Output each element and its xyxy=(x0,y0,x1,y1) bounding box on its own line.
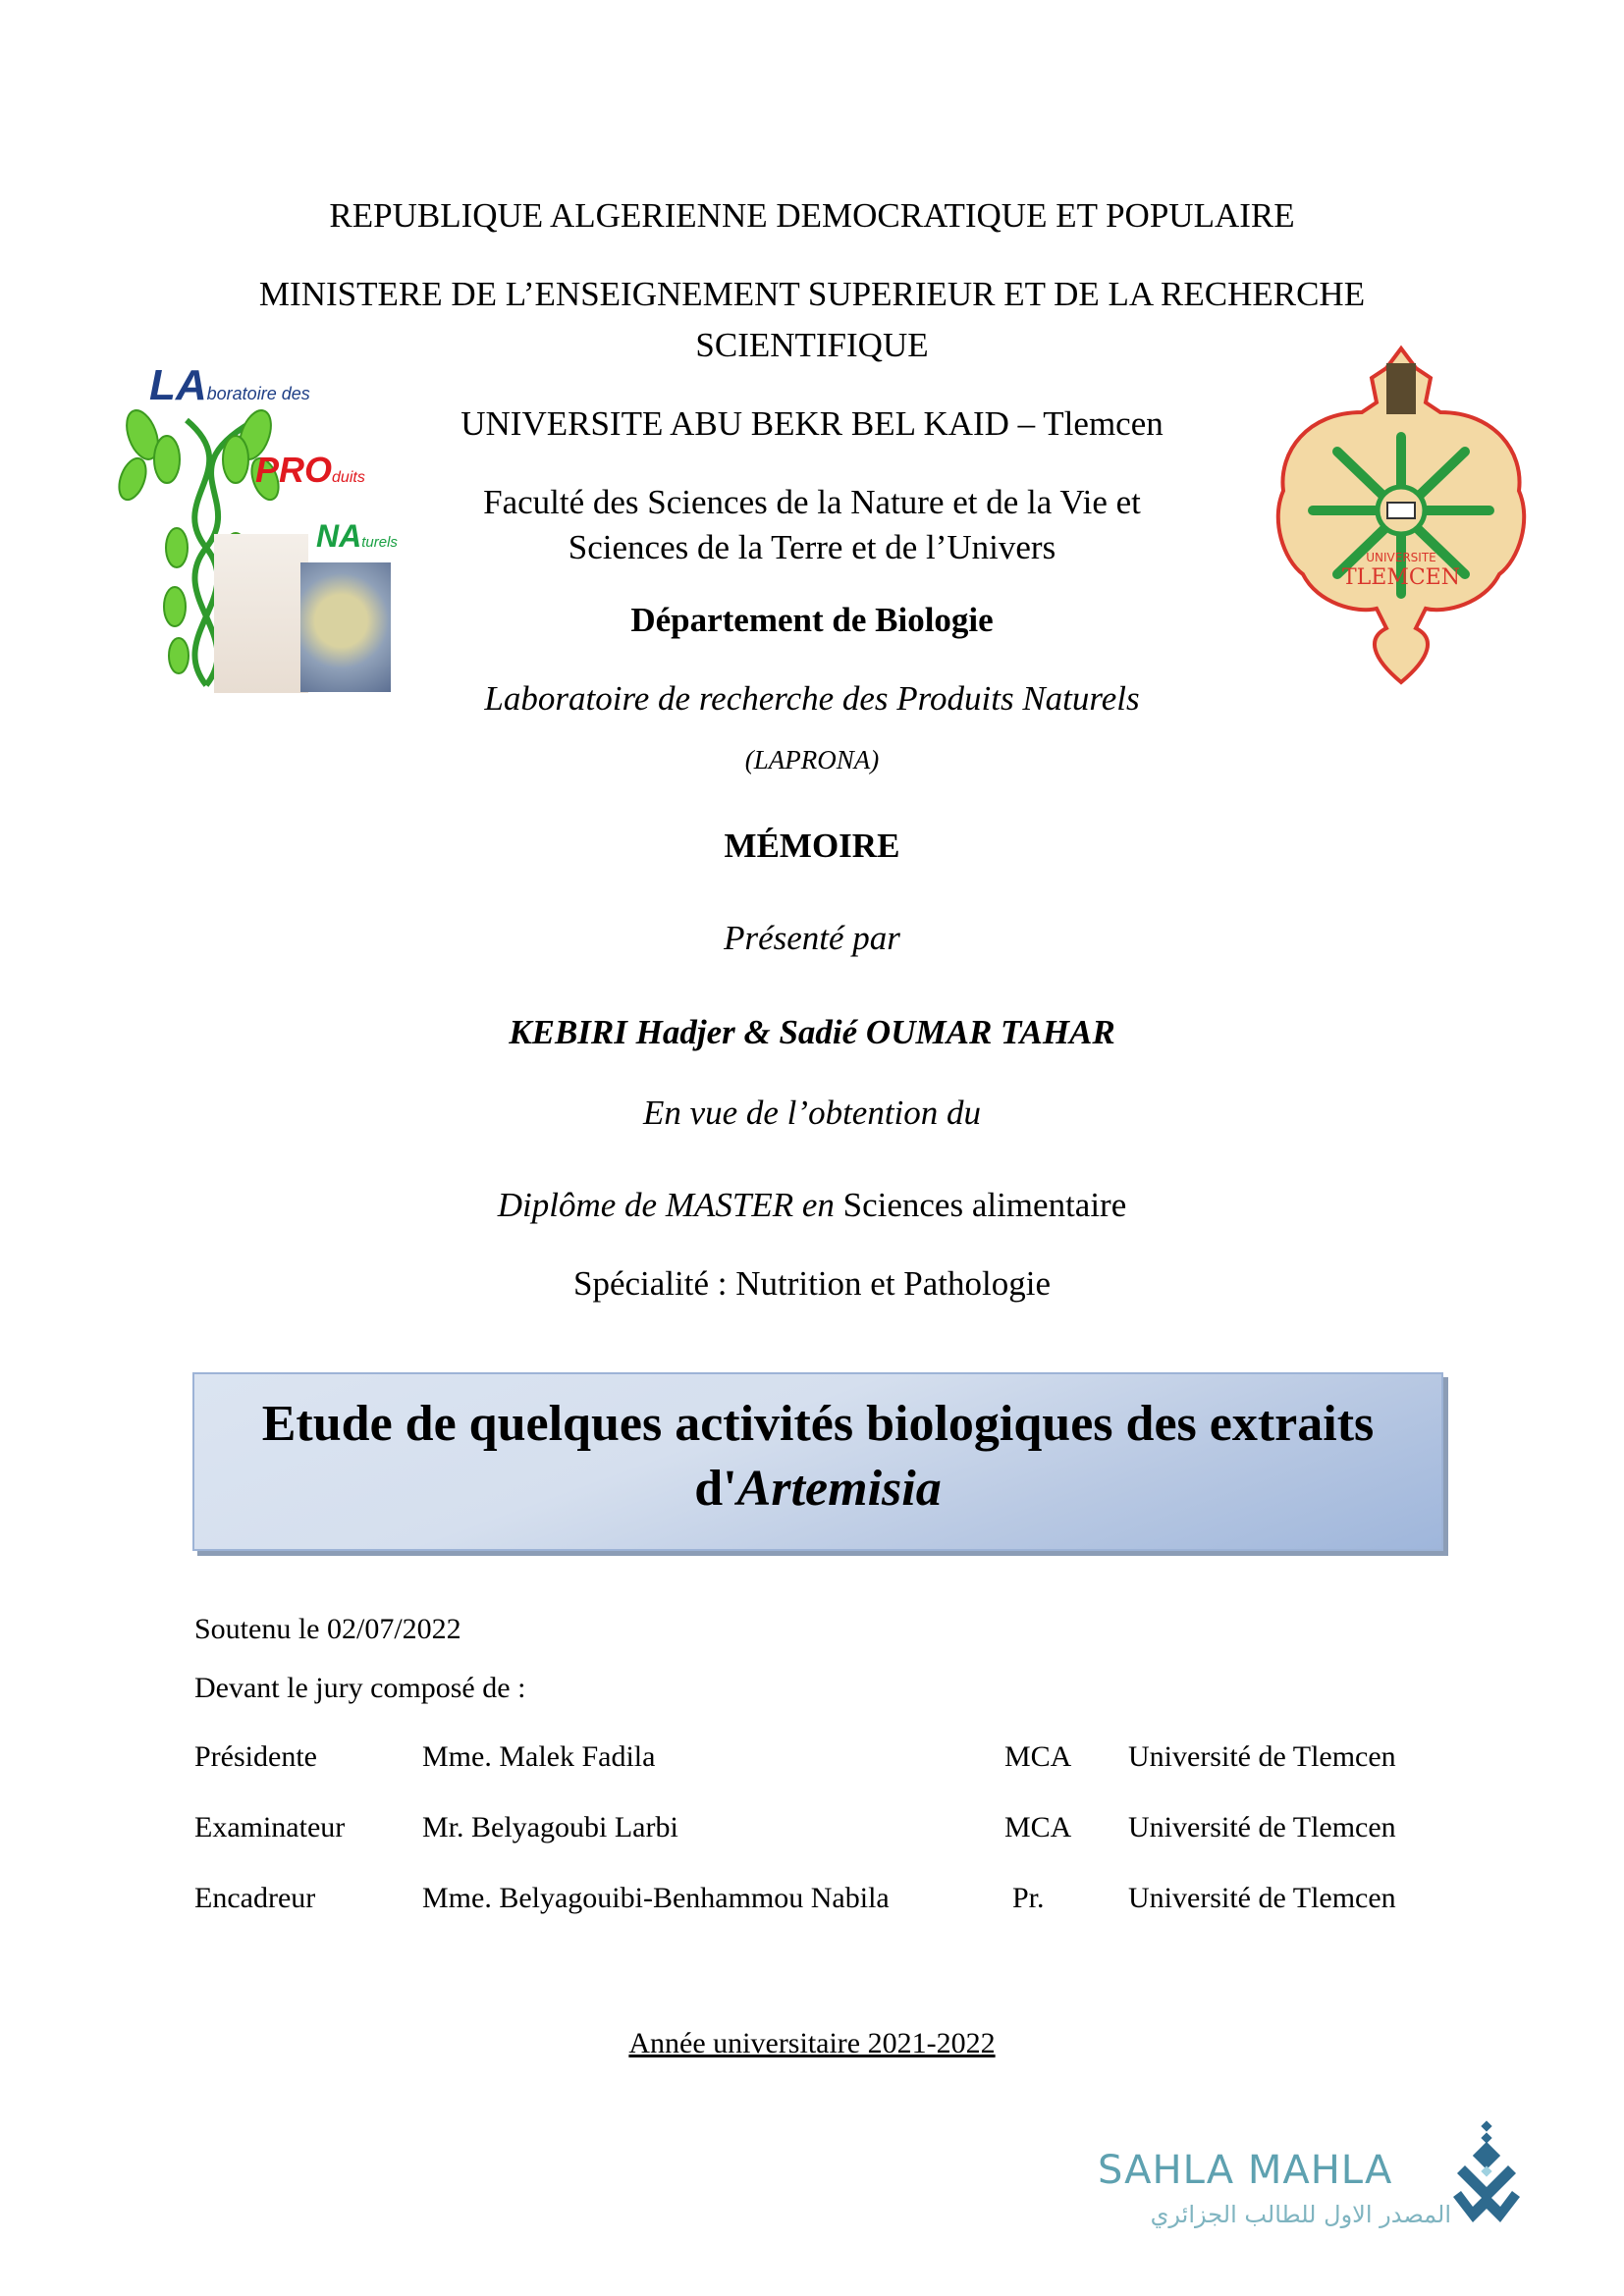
diploma: Diplôme de MASTER en Sciences alimentaire xyxy=(497,1186,1127,1224)
jury-row: Examinateur Mr. Belyagoubi Larbi MCA Université de Tlemcen xyxy=(194,1811,1396,1843)
department-name: Département de Biologie xyxy=(630,601,994,639)
svg-text:TLEMCEN: TLEMCEN xyxy=(1341,565,1461,590)
laboratory-acronym: (LAPRONA) xyxy=(744,745,880,774)
defense-date: Soutenu le 02/07/2022 xyxy=(194,1613,461,1645)
thesis-title-line1: Etude de quelques activités biologiques des extraits xyxy=(261,1396,1375,1452)
faculty-line1: Faculté des Sciences de la Nature et de la Vie et xyxy=(483,483,1141,521)
laboratory-logo xyxy=(108,361,398,695)
watermark-name: SAHLA MAHLA xyxy=(1098,2148,1393,2193)
jury-row: Encadreur Mme. Belyagouibi-Benhammou Nabila Pr. Université de Tlemcen xyxy=(194,1882,1396,1914)
speciality: Spécialité : Nutrition et Pathologie xyxy=(572,1264,1052,1303)
republic-heading: REPUBLIQUE ALGERIENNE DEMOCRATIQUE ET POPULAIRE xyxy=(329,196,1295,235)
ministry-heading-line2: SCIENTIFIQUE xyxy=(695,326,929,364)
logo-line3: NAturels xyxy=(316,518,398,554)
logo-line2: PROduits xyxy=(255,450,365,490)
laboratory-name: Laboratoire de recherche des Produits Naturels xyxy=(484,679,1140,718)
academic-year: Année universitaire 2021-2022 xyxy=(628,2027,996,2059)
university-name: UNIVERSITE ABU BEKR BEL KAID – Tlemcen xyxy=(460,404,1164,443)
authors: KEBIRI Hadjer & Sadié OUMAR TAHAR xyxy=(509,1013,1115,1051)
calligraphy-emblem-icon xyxy=(1449,2118,1528,2228)
jury-intro: Devant le jury composé de : xyxy=(194,1672,526,1704)
thesis-title-line2: d'Artemisia xyxy=(694,1461,942,1517)
presented-by: Présenté par xyxy=(724,919,900,957)
university-crest xyxy=(1269,344,1534,687)
logo-line1: LAboratoire des xyxy=(149,361,310,409)
jury-row: Présidente Mme. Malek Fadila MCA Université de Tlemcen xyxy=(194,1740,1396,1773)
lab-photo-mouse xyxy=(214,534,308,693)
document-type: MÉMOIRE xyxy=(724,827,900,865)
thesis-title-box xyxy=(192,1372,1443,1551)
lab-photo-petri-dish xyxy=(300,562,391,692)
faculty-line2: Sciences de la Terre et de l’Univers xyxy=(568,528,1056,566)
svg-text:UNIVERSITE: UNIVERSITE xyxy=(1366,551,1436,564)
sahla-mahla-watermark xyxy=(1098,2118,1530,2236)
purpose: En vue de l’obtention du xyxy=(642,1094,982,1132)
watermark-tagline: المصدر الاول للطالب الجزائري xyxy=(1150,2201,1451,2228)
ministry-heading-line1: MINISTERE DE L’ENSEIGNEMENT SUPERIEUR ET DE LA RECHERCHE xyxy=(258,275,1366,313)
